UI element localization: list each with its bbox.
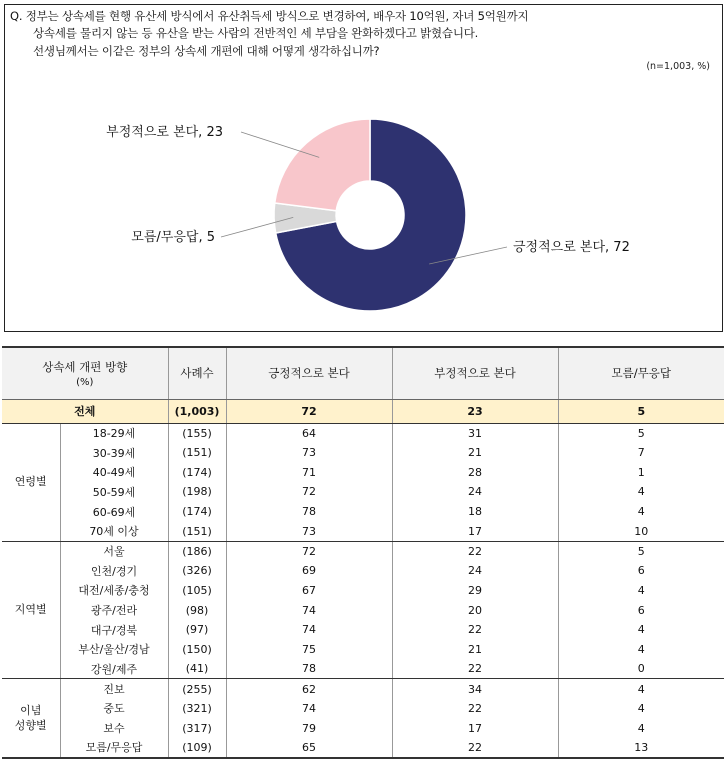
cell-dk: 4	[558, 640, 724, 660]
cell-dk: 4	[558, 718, 724, 738]
cell-positive: 78	[226, 502, 392, 522]
crosstab-table-wrapper	[2, 346, 724, 759]
cell-label: 강원/제주	[60, 659, 168, 679]
header-category	[2, 347, 168, 399]
header-n: 사례수	[168, 347, 226, 399]
cell-negative: 18	[392, 502, 558, 522]
cell-n: (98)	[168, 600, 226, 620]
cell-negative: 22	[392, 659, 558, 679]
slice-label-2: 부정적으로 본다, 23	[106, 125, 223, 140]
total-row	[2, 399, 724, 423]
cell-dk: 6	[558, 600, 724, 620]
cell-positive: 64	[226, 423, 392, 443]
cell-n: (97)	[168, 620, 226, 640]
cell-positive: 74	[226, 620, 392, 640]
table-row	[2, 502, 724, 522]
cell-label: 모름/무응답	[60, 738, 168, 758]
cell-n: (151)	[168, 521, 226, 541]
cell-label: 60-69세	[60, 502, 168, 522]
cell-n: (109)	[168, 738, 226, 758]
question-box	[4, 4, 723, 332]
cell-n: (317)	[168, 718, 226, 738]
cell-positive: 72	[226, 482, 392, 502]
cell-label: 광주/전라	[60, 600, 168, 620]
cell-negative: 34	[392, 679, 558, 699]
cell-label: 70세 이상	[60, 521, 168, 541]
cell-positive: 65	[226, 738, 392, 758]
header-dk: 모름/무응답	[558, 347, 724, 399]
table-row	[2, 482, 724, 502]
cell-dk: 5	[558, 423, 724, 443]
cell-positive: 75	[226, 640, 392, 660]
cell-n: (174)	[168, 462, 226, 482]
cell-dk: 4	[558, 581, 724, 601]
cell-positive: 71	[226, 462, 392, 482]
cell-positive: 74	[226, 600, 392, 620]
question-line-1: Q. 정부는 상속세를 현행 유산세 방식에서 유산취득세 방식으로 변경하여, 배우자 10억원, 자녀 5억원까지	[10, 9, 529, 23]
question-line-2: 상속세를 물리지 않는 등 유산을 받는 사람의 전반적인 세 부담을 완화하겠다고 밝혔습니다.	[33, 26, 479, 40]
cell-negative: 21	[392, 640, 558, 660]
cell-label: 18-29세	[60, 423, 168, 443]
cell-positive: 72	[226, 541, 392, 561]
cell-dk: 5	[558, 541, 724, 561]
cell-negative: 22	[392, 541, 558, 561]
cell-n: (186)	[168, 541, 226, 561]
sample-note: (n=1,003, %)	[646, 61, 710, 72]
cell-label: 30-39세	[60, 443, 168, 463]
cell-dk: 4	[558, 699, 724, 719]
cell-dk: 7	[558, 443, 724, 463]
cell-n: (255)	[168, 679, 226, 699]
cell-positive: 79	[226, 718, 392, 738]
cell-negative: 28	[392, 462, 558, 482]
cell-n: (150)	[168, 640, 226, 660]
slice-label-0: 긍정적으로 본다, 72	[513, 240, 630, 255]
header-category-label: 상속세 개편 방향	[42, 359, 128, 374]
cell-label: 대구/경북	[60, 620, 168, 640]
cell-positive: 67	[226, 581, 392, 601]
total-negative: 23	[392, 399, 558, 423]
table-row	[2, 462, 724, 482]
donut-slice-2	[275, 119, 370, 211]
cell-negative: 17	[392, 521, 558, 541]
table-row	[2, 521, 724, 541]
cell-dk: 4	[558, 482, 724, 502]
cell-positive: 73	[226, 521, 392, 541]
table-row	[2, 600, 724, 620]
total-positive: 72	[226, 399, 392, 423]
cell-label: 인천/경기	[60, 561, 168, 581]
total-dk: 5	[558, 399, 724, 423]
cell-negative: 29	[392, 581, 558, 601]
cell-negative: 22	[392, 738, 558, 758]
table-row	[2, 659, 724, 679]
header-category-unit: (%)	[76, 376, 94, 388]
cell-positive: 69	[226, 561, 392, 581]
cell-negative: 31	[392, 423, 558, 443]
donut-chart	[5, 5, 724, 333]
table-row	[2, 640, 724, 660]
cell-label: 보수	[60, 718, 168, 738]
table-row	[2, 699, 724, 719]
cell-n: (105)	[168, 581, 226, 601]
table-row	[2, 541, 724, 561]
cell-dk: 6	[558, 561, 724, 581]
cell-n: (151)	[168, 443, 226, 463]
cell-n: (198)	[168, 482, 226, 502]
cell-negative: 24	[392, 482, 558, 502]
cell-n: (326)	[168, 561, 226, 581]
table-row	[2, 443, 724, 463]
cell-label: 대전/세종/충청	[60, 581, 168, 601]
cell-negative: 21	[392, 443, 558, 463]
table-row	[2, 581, 724, 601]
crosstab-table	[2, 346, 724, 759]
group-label: 지역별	[2, 541, 60, 679]
cell-label: 서울	[60, 541, 168, 561]
cell-n: (321)	[168, 699, 226, 719]
cell-n: (174)	[168, 502, 226, 522]
question-line-3: 선생님께서는 이같은 정부의 상속세 개편에 대해 어떻게 생각하십니까?	[33, 44, 380, 58]
group-label: 연령별	[2, 423, 60, 541]
table-row	[2, 718, 724, 738]
cell-label: 부산/울산/경남	[60, 640, 168, 660]
cell-dk: 1	[558, 462, 724, 482]
cell-negative: 22	[392, 620, 558, 640]
cell-dk: 10	[558, 521, 724, 541]
header-positive: 긍정적으로 본다	[226, 347, 392, 399]
table-row	[2, 620, 724, 640]
cell-negative: 22	[392, 699, 558, 719]
cell-negative: 17	[392, 718, 558, 738]
table-row	[2, 423, 724, 443]
cell-dk: 0	[558, 659, 724, 679]
cell-positive: 78	[226, 659, 392, 679]
slice-label-1: 모름/무응답, 5	[131, 230, 215, 245]
cell-label: 중도	[60, 699, 168, 719]
cell-negative: 20	[392, 600, 558, 620]
cell-positive: 62	[226, 679, 392, 699]
cell-label: 40-49세	[60, 462, 168, 482]
total-n: (1,003)	[168, 399, 226, 423]
header-negative: 부정적으로 본다	[392, 347, 558, 399]
cell-n: (41)	[168, 659, 226, 679]
group-label: 이념 성향별	[2, 679, 60, 758]
cell-dk: 4	[558, 620, 724, 640]
cell-positive: 73	[226, 443, 392, 463]
cell-dk: 4	[558, 502, 724, 522]
cell-positive: 74	[226, 699, 392, 719]
table-row	[2, 679, 724, 699]
cell-label: 진보	[60, 679, 168, 699]
cell-dk: 13	[558, 738, 724, 758]
cell-negative: 24	[392, 561, 558, 581]
table-row	[2, 561, 724, 581]
cell-n: (155)	[168, 423, 226, 443]
cell-dk: 4	[558, 679, 724, 699]
total-label: 전체	[2, 399, 168, 423]
cell-label: 50-59세	[60, 482, 168, 502]
table-row	[2, 738, 724, 758]
